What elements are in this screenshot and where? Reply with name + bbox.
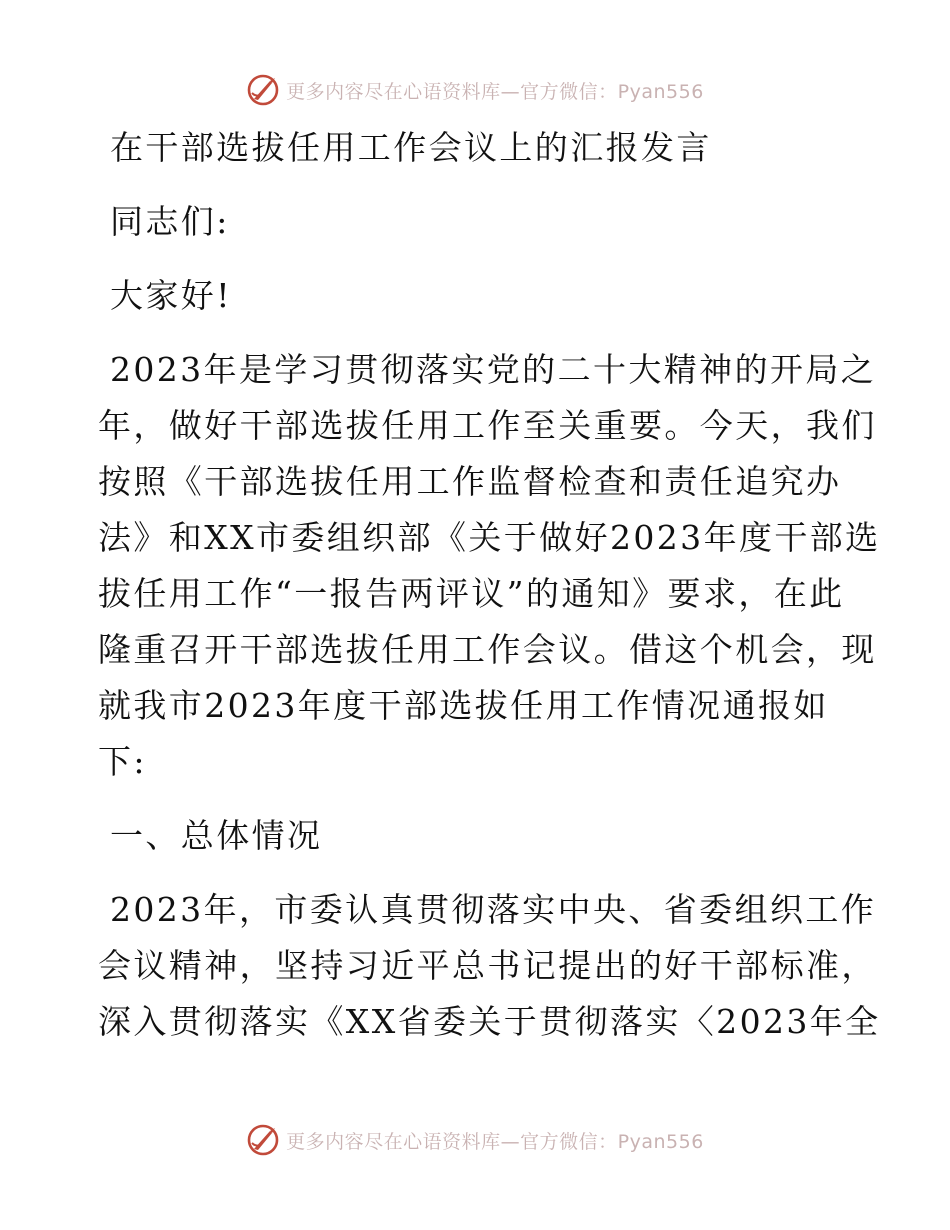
watermark-footer (0, 1120, 950, 1160)
paragraph-line: 2023年，市委认真贯彻落实中央、省委组织工作 (110, 890, 877, 929)
greeting: 大家好! (110, 276, 232, 315)
paragraph-line: 下: (98, 742, 147, 781)
paragraph-line: 拔任用工作“一报告两评议”的通知》要求，在此 (98, 574, 845, 613)
watermark-header (0, 70, 950, 110)
paragraph-line: 按照《干部选拔任用工作监督检查和责任追究办 (98, 462, 842, 501)
section-heading: 一、总体情况 (110, 816, 323, 855)
paragraph-line: 会议精神，坚持习近平总书记提出的好干部标准， (98, 946, 877, 985)
paragraph-line: 2023年是学习贯彻落实党的二十大精神的开局之 (110, 350, 877, 389)
quill-pen-icon (246, 73, 280, 107)
paragraph-line: 年，做好干部选拔任用工作至关重要。今天，我们 (98, 406, 877, 445)
paragraph-line: 深入贯彻落实《XX省委关于贯彻落实〈2023年全 (98, 1002, 881, 1041)
paragraph-overview (98, 882, 881, 1050)
paragraph-line: 隆重召开干部选拔任用工作会议。借这个机会，现 (98, 630, 877, 669)
watermark-text: 更多内容尽在心语资料库—官方微信：Pyan556 (286, 1130, 704, 1153)
quill-pen-icon (246, 1123, 280, 1157)
watermark-text: 更多内容尽在心语资料库—官方微信：Pyan556 (286, 80, 704, 103)
document-body (98, 120, 881, 1050)
document-title: 在干部选拔任用工作会议上的汇报发言 (110, 128, 712, 167)
paragraph-line: 就我市2023年度干部选拔任用工作情况通报如 (98, 686, 829, 725)
paragraph-intro (98, 342, 881, 790)
salutation: 同志们: (110, 202, 230, 241)
paragraph-line: 法》和XX市委组织部《关于做好2023年度干部选 (98, 518, 881, 557)
